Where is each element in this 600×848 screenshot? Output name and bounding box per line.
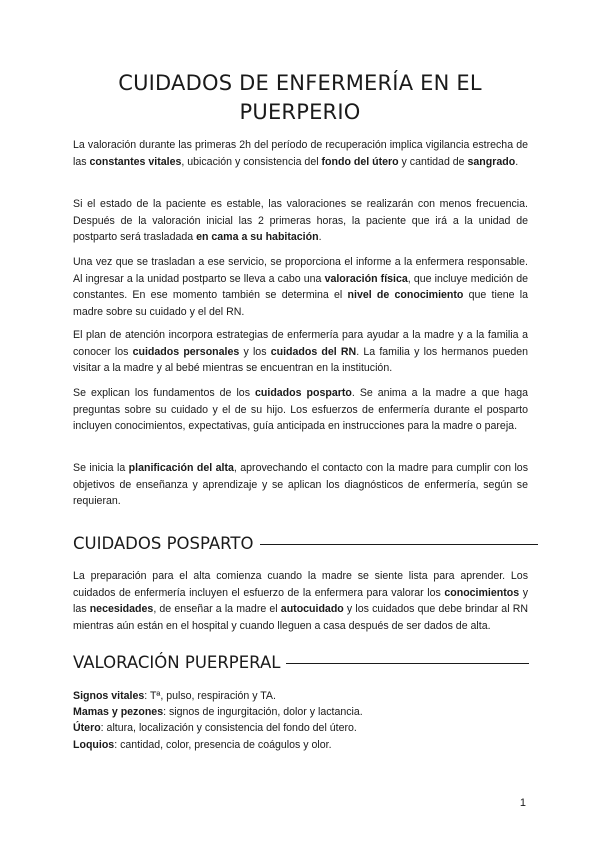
list-item: Signos vitales: Tª, pulso, respiración y TA. [73,690,276,702]
section-heading-cuidados-posparto [73,533,538,555]
section-heading-valoracion-puerperal [73,652,529,674]
heading-rule [286,663,529,665]
paragraph-6: Se inicia la planificación del alta, aprovechando el contacto con la madre para cumplir con los objetivos de enseñanza y aprendizaje y se aplican los diagnósticos de enfermería, según se requieran. [73,462,528,507]
paragraph-4: El plan de atención incorpora estrategias de enfermería para ayudar a la madre y a la familia a conocer los cuidados personales y los cuidados del RN. La familia y los hermanos pueden visitar a la madre y al bebé mientras se encuentran en la institución. [73,329,529,374]
paragraph-5: Se explican los fundamentos de los cuidados posparto. Se anima a la madre a que haga preguntas sobre su cuidado y el de su hijo. Los esfuerzos de enfermería durante el posparto incluyen conocimientos, expectativas, guía anticipada en instrucciones para la madre o pareja. [73,387,529,432]
list-item: Útero: altura, localización y consistencia del fondo del útero. [73,722,357,735]
heading-rule [260,544,538,546]
paragraph-3: Una vez que se trasladan a ese servicio, se proporciona el informe a la enfermera responsable. Al ingresar a la unidad postparto se lleva a cabo una valoración física, que incluye medición de constantes. En ese momento también se determina el nivel de conocimiento que tiene la madre sobre su cuidado y el del RN. [73,256,529,318]
list-item: Loquios: cantidad, color, presencia de coágulos y olor. [73,738,332,751]
page-number: 1 [519,797,526,809]
section-heading-text: CUIDADOS POSPARTO [73,534,254,553]
page-title: CUIDADOS DE ENFERMERÍA EN EL PUERPERIO [118,71,482,124]
section-heading-text: VALORACIÓN PUERPERAL [73,653,281,672]
paragraph-1: La valoración durante las primeras 2h del período de recuperación implica vigilancia estrecha de las constantes vitales, ubicación y consistencia del fondo del útero y cantidad de sangrado. [73,139,528,168]
list-item: Mamas y pezones: signos de ingurgitación, dolor y lactancia. [73,706,363,719]
paragraph-2: Si el estado de la paciente es estable, las valoraciones se realizarán con menos frecuencia. Después de la valoración inicial las 2 primeras horas, la paciente que irá a la unidad de postparto será trasladada en cama a su habitación. [73,198,528,243]
paragraph-cuidados-posparto: La preparación para el alta comienza cuando la madre se siente lista para aprender. Los cuidados de enfermería incluyen el esfuerzo de la enfermera para valorar los conocimientos y las necesidades, de enseñar a la madre el autocuidado y los cuidados que debe brindar al RN mientras aún están en el hospital y cuando lleguen a casa después de ser dados de alta. [73,570,528,632]
valoracion-list [73,688,528,753]
